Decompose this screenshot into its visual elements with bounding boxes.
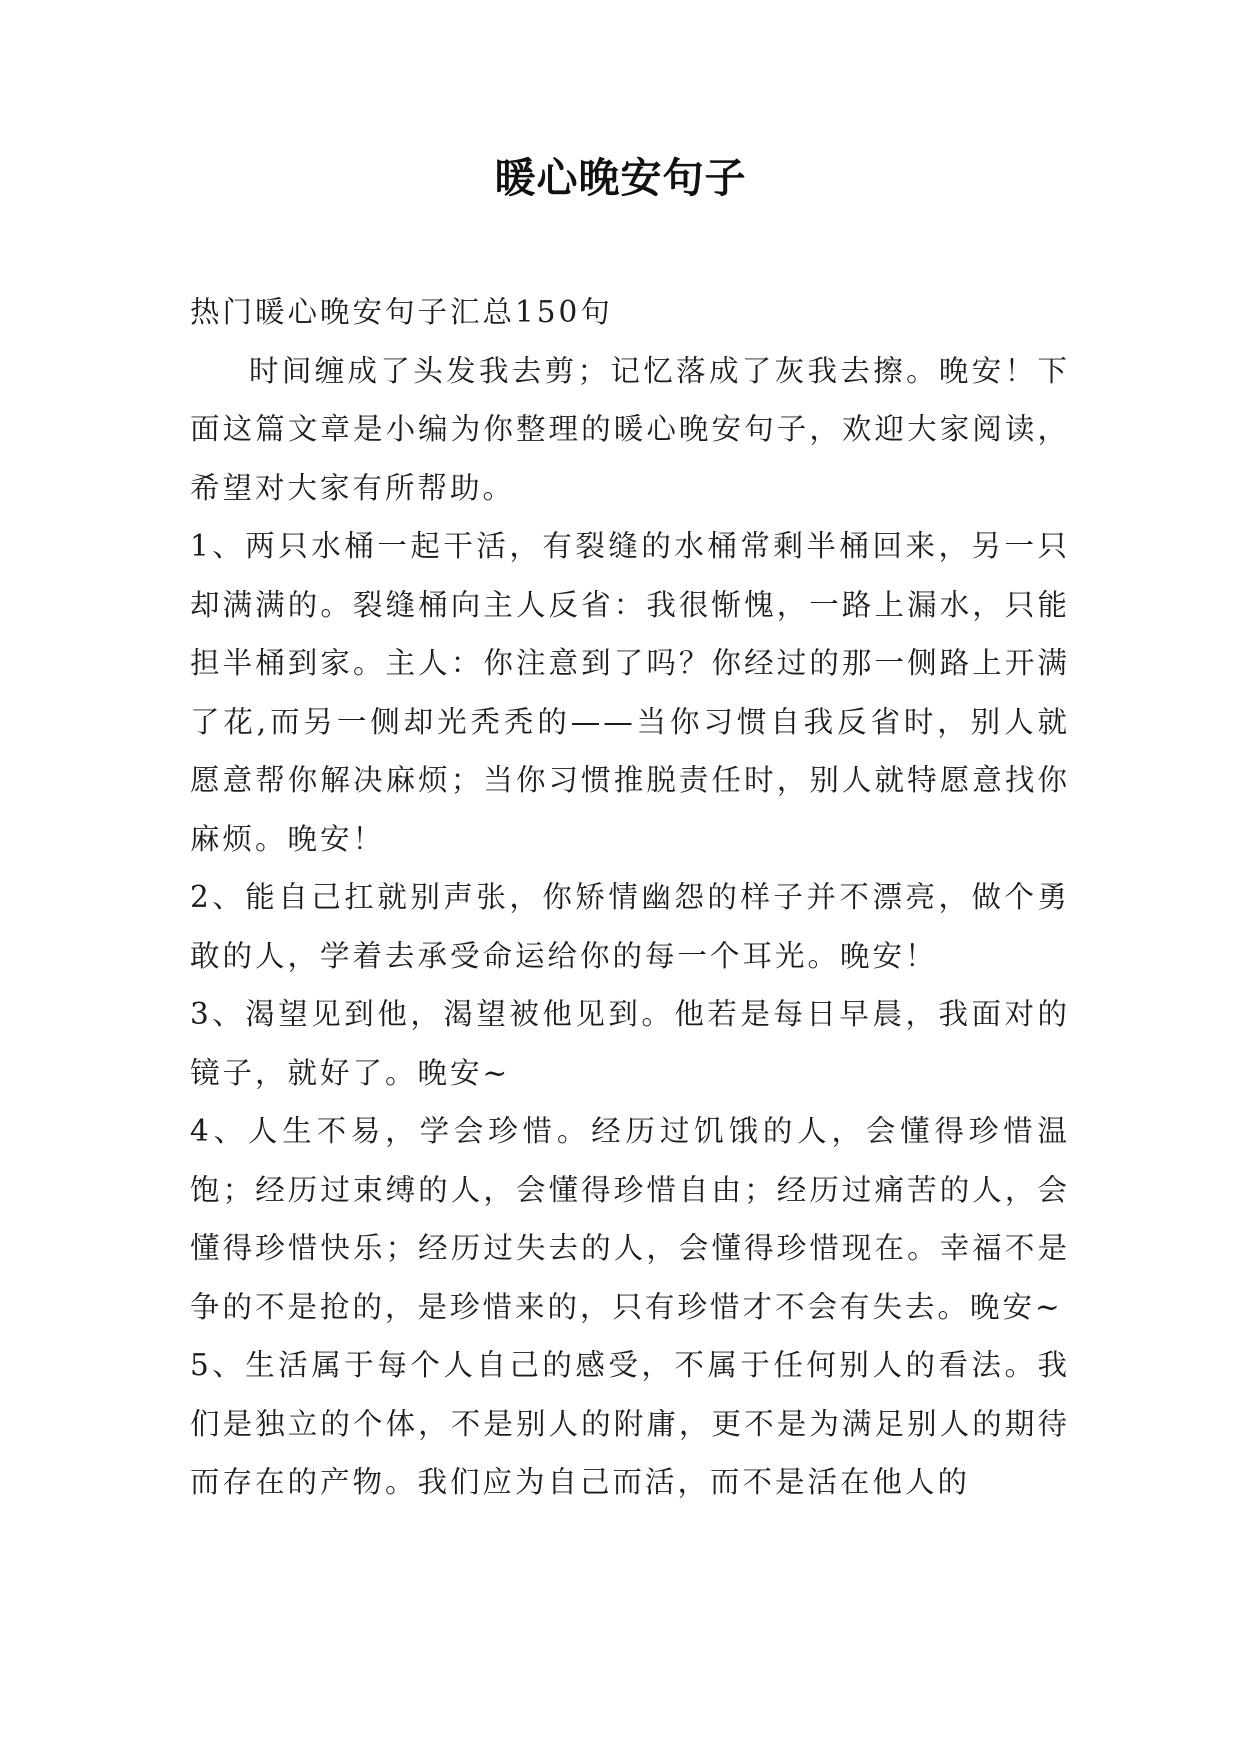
list-item: 4、人生不易，学会珍惜。经历过饥饿的人，会懂得珍惜温饱；经历过束缚的人，会懂得珍惜自由；经历过痛苦的人，会懂得珍惜快乐；经历过失去的人，会懂得珍惜现在。幸福不是争的不是抢的，是珍惜来的，只有珍惜才不会有失去。晚安~: [190, 1114, 1070, 1324]
list-item: 5、生活属于每个人自己的感受，不属于任何别人的看法。我们是独立的个体，不是别人的附庸，更不是为满足别人的期待而存在的产物。我们应为自己而活，而不是活在他人的: [190, 1348, 1070, 1499]
document-subtitle: 热门暖心晚安句子汇总150句: [190, 295, 613, 329]
document-title: 暖心晚安句子: [494, 154, 747, 202]
document-body: [190, 283, 1070, 1512]
list-item: 2、能自己扛就别声张，你矫情幽怨的样子并不漂亮，做个勇敢的人，学着去承受命运给你的每一个耳光。晚安！: [190, 880, 1070, 973]
intro-paragraph: 时间缠成了头发我去剪；记忆落成了灰我去擦。晚安！下面这篇文章是小编为你整理的暖心晚安句子，欢迎大家阅读，希望对大家有所帮助。: [190, 353, 1070, 505]
list-item: 1、两只水桶一起干活，有裂缝的水桶常剩半桶回来，另一只却满满的。裂缝桶向主人反省：我很惭愧，一路上漏水，只能担半桶到家。主人：你注意到了吗？你经过的那一侧路上开满了花,而另一侧却光秃秃的——当你习惯自我反省时，别人就愿意帮你解决麻烦；当你习惯推脱责任时，别人就特愿意找你麻烦。晚安！: [190, 529, 1070, 856]
list-item: 3、渴望见到他，渴望被他见到。他若是每日早晨，我面对的镜子，就好了。晚安~: [190, 997, 1070, 1090]
